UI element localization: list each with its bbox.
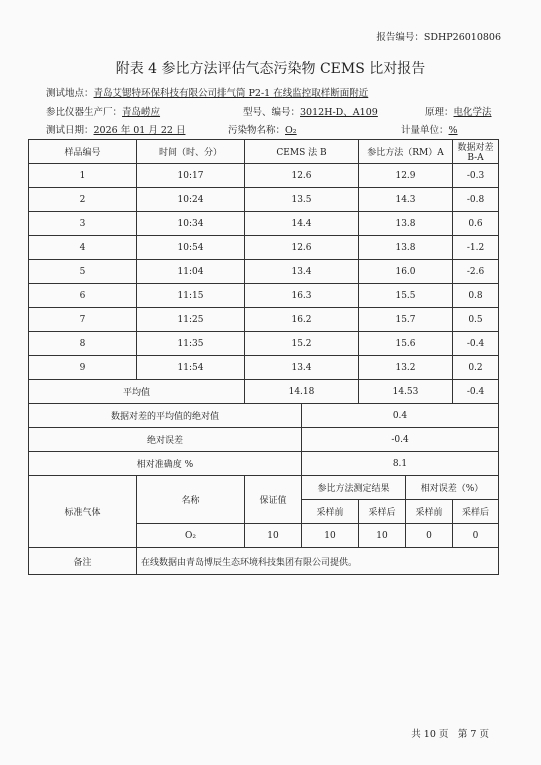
time-cell: 11:54 xyxy=(137,356,245,380)
std-gas-err-after-header: 采样后 xyxy=(453,500,499,524)
reference-value-cell: 15.6 xyxy=(359,332,453,356)
std-gas-guarantee: 10 xyxy=(245,524,302,548)
remark-value: 在线数据由青岛博辰生态环境科技集团有限公司提供。 xyxy=(137,548,499,575)
diff-cell: -0.3 xyxy=(453,164,499,188)
model-label: 型号、编号： xyxy=(243,107,301,118)
diff-cell: 0.2 xyxy=(453,356,499,380)
sample-no-cell: 8 xyxy=(29,332,137,356)
abs-average-value: 0.4 xyxy=(302,404,499,428)
table-row xyxy=(29,188,499,212)
std-gas-err-before-header: 采样前 xyxy=(406,500,453,524)
date-label: 测试日期： xyxy=(46,125,94,136)
time-cell: 11:25 xyxy=(137,308,245,332)
std-gas-header-row-1 xyxy=(29,476,499,500)
reference-value-cell: 16.0 xyxy=(359,260,453,284)
sample-no-cell: 9 xyxy=(29,356,137,380)
abs-error-label: 绝对误差 xyxy=(29,428,302,452)
table-row xyxy=(29,260,499,284)
std-gas-err-after: 0 xyxy=(453,524,499,548)
std-gas-label: 标准气体 xyxy=(29,476,137,548)
cems-value-cell: 12.6 xyxy=(245,164,359,188)
reference-value-cell: 15.7 xyxy=(359,308,453,332)
table-row xyxy=(29,332,499,356)
header-reference: 参比方法（RM）A xyxy=(359,140,453,164)
reference-value-cell: 13.2 xyxy=(359,356,453,380)
average-row xyxy=(29,380,499,404)
report-number: 报告编号：SDHP26010806 xyxy=(376,32,501,43)
time-cell: 11:35 xyxy=(137,332,245,356)
diff-cell: -0.8 xyxy=(453,188,499,212)
site-label: 测试地点： xyxy=(46,88,94,99)
remark-label: 备注 xyxy=(29,548,137,575)
model-value: 3012H-D、A109 xyxy=(300,107,378,118)
site-row xyxy=(46,85,368,99)
diff-cell: -2.6 xyxy=(453,260,499,284)
time-cell: 11:04 xyxy=(137,260,245,284)
header-sample-no: 样品编号 xyxy=(29,140,137,164)
abs-average-label: 数据对差的平均值的绝对值 xyxy=(29,404,302,428)
std-gas-guarantee-header: 保证值 xyxy=(245,476,302,524)
cems-value-cell: 13.4 xyxy=(245,356,359,380)
principle-label: 原理： xyxy=(425,107,454,118)
std-gas-after: 10 xyxy=(359,524,406,548)
diff-cell: 0.6 xyxy=(453,212,499,236)
document-title: 附表 4 参比方法评估气态污染物 CEMS 比对报告 xyxy=(115,61,426,77)
table-row xyxy=(29,212,499,236)
maker-label: 参比仪器生产厂： xyxy=(46,107,123,118)
cems-value-cell: 16.2 xyxy=(245,308,359,332)
reference-value-cell: 13.8 xyxy=(359,212,453,236)
diff-cell: -0.4 xyxy=(453,332,499,356)
site-value: 青岛艾锶特环保科技有限公司排气筒 P2-1 在线监控取样断面附近 xyxy=(93,88,369,99)
diff-cell: -1.2 xyxy=(453,236,499,260)
average-reference: 14.53 xyxy=(359,380,453,404)
diff-cell: 0.5 xyxy=(453,308,499,332)
time-cell: 11:15 xyxy=(137,284,245,308)
page-footer: 共 10 页 第 7 页 xyxy=(411,729,489,740)
abs-error-value: -0.4 xyxy=(302,428,499,452)
sample-no-cell: 4 xyxy=(29,236,137,260)
time-cell: 10:54 xyxy=(137,236,245,260)
std-gas-before-header: 采样前 xyxy=(302,500,359,524)
std-gas-after-header: 采样后 xyxy=(359,500,406,524)
cems-value-cell: 12.6 xyxy=(245,236,359,260)
pollutant-value: O₂ xyxy=(285,125,297,136)
cems-value-cell: 13.4 xyxy=(245,260,359,284)
sample-no-cell: 7 xyxy=(29,308,137,332)
reference-value-cell: 13.8 xyxy=(359,236,453,260)
sample-no-cell: 3 xyxy=(29,212,137,236)
header-cems: CEMS 法 B xyxy=(245,140,359,164)
reference-value-cell: 15.5 xyxy=(359,284,453,308)
principle-value: 电化学法 xyxy=(453,107,492,118)
cems-value-cell: 15.2 xyxy=(245,332,359,356)
table-row xyxy=(29,236,499,260)
std-gas-name: O₂ xyxy=(137,524,245,548)
model-field xyxy=(243,104,378,118)
table-header-row xyxy=(29,140,499,164)
sample-no-cell: 2 xyxy=(29,188,137,212)
date-value: 2026 年 01 月 22 日 xyxy=(93,125,186,136)
table-row xyxy=(29,308,499,332)
unit-label: 计量单位： xyxy=(401,125,449,136)
reference-value-cell: 12.9 xyxy=(359,164,453,188)
remark-row xyxy=(29,548,499,575)
cems-value-cell: 14.4 xyxy=(245,212,359,236)
table-row xyxy=(29,284,499,308)
comparison-table xyxy=(28,139,499,575)
principle-field xyxy=(425,104,492,118)
diff-cell: 0.8 xyxy=(453,284,499,308)
std-gas-result-header: 参比方法测定结果 xyxy=(302,476,406,500)
table-row xyxy=(29,356,499,380)
table-row xyxy=(29,164,499,188)
std-gas-err-before: 0 xyxy=(406,524,453,548)
relative-accuracy-value: 8.1 xyxy=(302,452,499,476)
std-gas-name-header: 名称 xyxy=(137,476,245,524)
sample-no-cell: 1 xyxy=(29,164,137,188)
cems-value-cell: 16.3 xyxy=(245,284,359,308)
time-cell: 10:34 xyxy=(137,212,245,236)
unit-field xyxy=(401,122,458,136)
date-field xyxy=(46,122,185,136)
abs-average-row xyxy=(29,404,499,428)
average-diff: -0.4 xyxy=(453,380,499,404)
std-gas-relerr-header: 相对误差（%） xyxy=(406,476,499,500)
average-cems: 14.18 xyxy=(245,380,359,404)
time-cell: 10:17 xyxy=(137,164,245,188)
abs-error-row xyxy=(29,428,499,452)
header-time: 时间（时、分） xyxy=(137,140,245,164)
relative-accuracy-label: 相对准确度 % xyxy=(29,452,302,476)
pollutant-label: 污染物名称： xyxy=(228,125,286,136)
maker-field xyxy=(46,104,160,118)
std-gas-before: 10 xyxy=(302,524,359,548)
cems-value-cell: 13.5 xyxy=(245,188,359,212)
average-label: 平均值 xyxy=(29,380,245,404)
header-diff: 数据对差 B-A xyxy=(453,140,499,164)
maker-value: 青岛崂应 xyxy=(122,107,161,118)
sample-no-cell: 6 xyxy=(29,284,137,308)
unit-value: % xyxy=(448,125,458,136)
reference-value-cell: 14.3 xyxy=(359,188,453,212)
time-cell: 10:24 xyxy=(137,188,245,212)
sample-no-cell: 5 xyxy=(29,260,137,284)
pollutant-field xyxy=(228,122,297,136)
relative-accuracy-row xyxy=(29,452,499,476)
